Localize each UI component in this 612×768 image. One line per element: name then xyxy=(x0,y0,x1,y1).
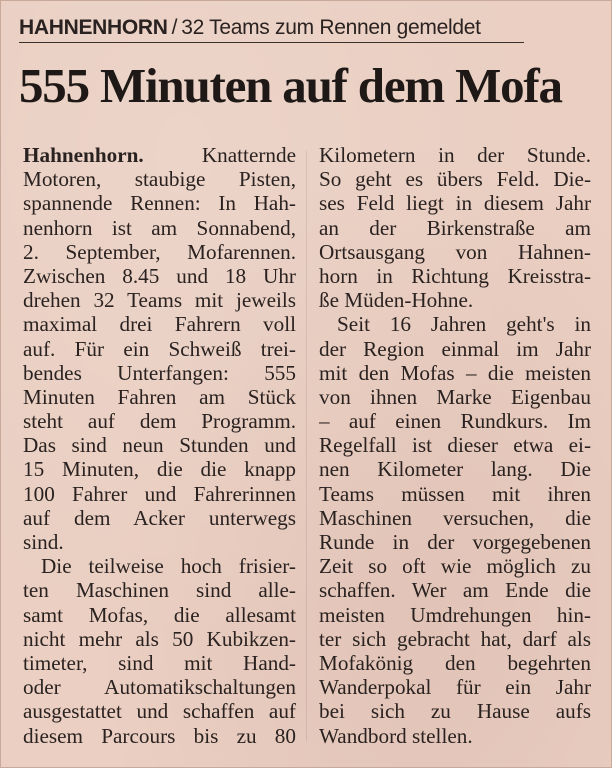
kicker-underline xyxy=(19,42,524,43)
article-line: auf. Für ein Schweiß trei- xyxy=(23,336,296,361)
article-line: schaffen. Wer am Ende die xyxy=(319,578,591,603)
article-line: Ortsausgang von Hahnen- xyxy=(319,239,591,264)
article-line: oder Automatikschaltungen xyxy=(23,675,296,700)
article-line: von ihnen Marke Eigenbau xyxy=(319,384,591,409)
article-line: Teams müssen mit ihren xyxy=(319,481,591,506)
article-line: diesem Parcours bis zu 80 xyxy=(23,723,296,748)
article-line: Hahnenhorn. Knatternde xyxy=(23,143,296,167)
article-line: 15 Minuten, die die knapp xyxy=(23,457,296,482)
article-line: Motoren, staubige Pisten, xyxy=(23,167,296,192)
article-line: Die teilweise hoch frisier- xyxy=(41,554,296,579)
article-line: ausgestattet und schaffen auf xyxy=(23,699,296,724)
article-line: Wandbord stellen. xyxy=(319,723,473,748)
article-line: ter sich gebracht hat, darf als xyxy=(319,626,591,651)
article-line: nenhorn ist am Sonnabend, xyxy=(23,215,296,240)
article-line: timeter, sind mit Hand- xyxy=(23,650,296,675)
article-line: drehen 32 Teams mit jeweils xyxy=(23,288,296,313)
article-line: spannende Rennen: In Hah- xyxy=(23,191,296,216)
article-line: Runde in der vorgegebenen xyxy=(319,530,591,554)
article-line: Kilometern in der Stunde. xyxy=(319,143,591,167)
article-line: mit den Mofas – die meisten xyxy=(319,360,591,385)
article-line: steht auf dem Programm. xyxy=(23,409,296,434)
kicker-separator: / xyxy=(171,16,178,39)
article-line: ße Müden-Hohne. xyxy=(319,288,474,313)
article-line: an der Birkenstraße am xyxy=(319,215,591,240)
article-line: horn in Richtung Kreisstra- xyxy=(319,263,591,288)
kicker-location: HAHNENHORN xyxy=(19,16,168,39)
article-line: sind. xyxy=(23,530,64,554)
article-line: bei sich zu Hause aufs xyxy=(319,699,591,724)
article-line: Mofakönig den begehrten xyxy=(319,650,591,675)
article-line: meisten Umdrehungen hin- xyxy=(319,602,591,627)
article-line: auf dem Acker unterwegs xyxy=(23,505,296,530)
article-column-right xyxy=(319,143,591,748)
article-line: Wanderpokal für ein Jahr xyxy=(319,675,591,700)
headline: 555 Minuten auf dem Mofa xyxy=(19,58,562,113)
article-line: Zeit so oft wie möglich zu xyxy=(319,554,591,579)
article-line: Maschinen versuchen, die xyxy=(319,505,591,530)
article-line: ten Maschinen sind alle- xyxy=(23,578,296,603)
article-line: 2. September, Mofarennen. xyxy=(23,239,296,264)
dateline: Hahnenhorn. xyxy=(23,143,144,167)
article-line: Regelfall ist dieser etwa ei- xyxy=(319,433,591,458)
article-line: Seit 16 Jahren geht's in xyxy=(337,312,591,337)
article-line: 100 Fahrer und Fahrerinnen xyxy=(23,481,296,506)
article-line: maximal drei Fahrern voll xyxy=(23,312,296,337)
article-line: nen Kilometer lang. Die xyxy=(319,457,591,482)
article-line: Zwischen 8.45 und 18 Uhr xyxy=(23,263,296,288)
article-line: samt Mofas, die allesamt xyxy=(23,602,296,627)
article-line: Minuten Fahren am Stück xyxy=(23,384,296,409)
article-line: der Region einmal im Jahr xyxy=(319,336,591,361)
article-column-left xyxy=(23,143,296,748)
column-gutter xyxy=(306,151,307,741)
article-line: Das sind neun Stunden und xyxy=(23,433,296,458)
article-line: So geht es übers Feld. Die- xyxy=(319,167,591,192)
article-line: ses Feld liegt in diesem Jahr xyxy=(319,191,591,216)
article-line: nicht mehr als 50 Kubikzen- xyxy=(23,626,296,651)
article-line: – auf einen Rundkurs. Im xyxy=(319,409,591,434)
kicker-line xyxy=(19,15,481,41)
kicker-topic: 32 Teams zum Rennen gemeldet xyxy=(181,16,481,39)
article-line: bendes Unterfangen: 555 xyxy=(23,360,296,385)
